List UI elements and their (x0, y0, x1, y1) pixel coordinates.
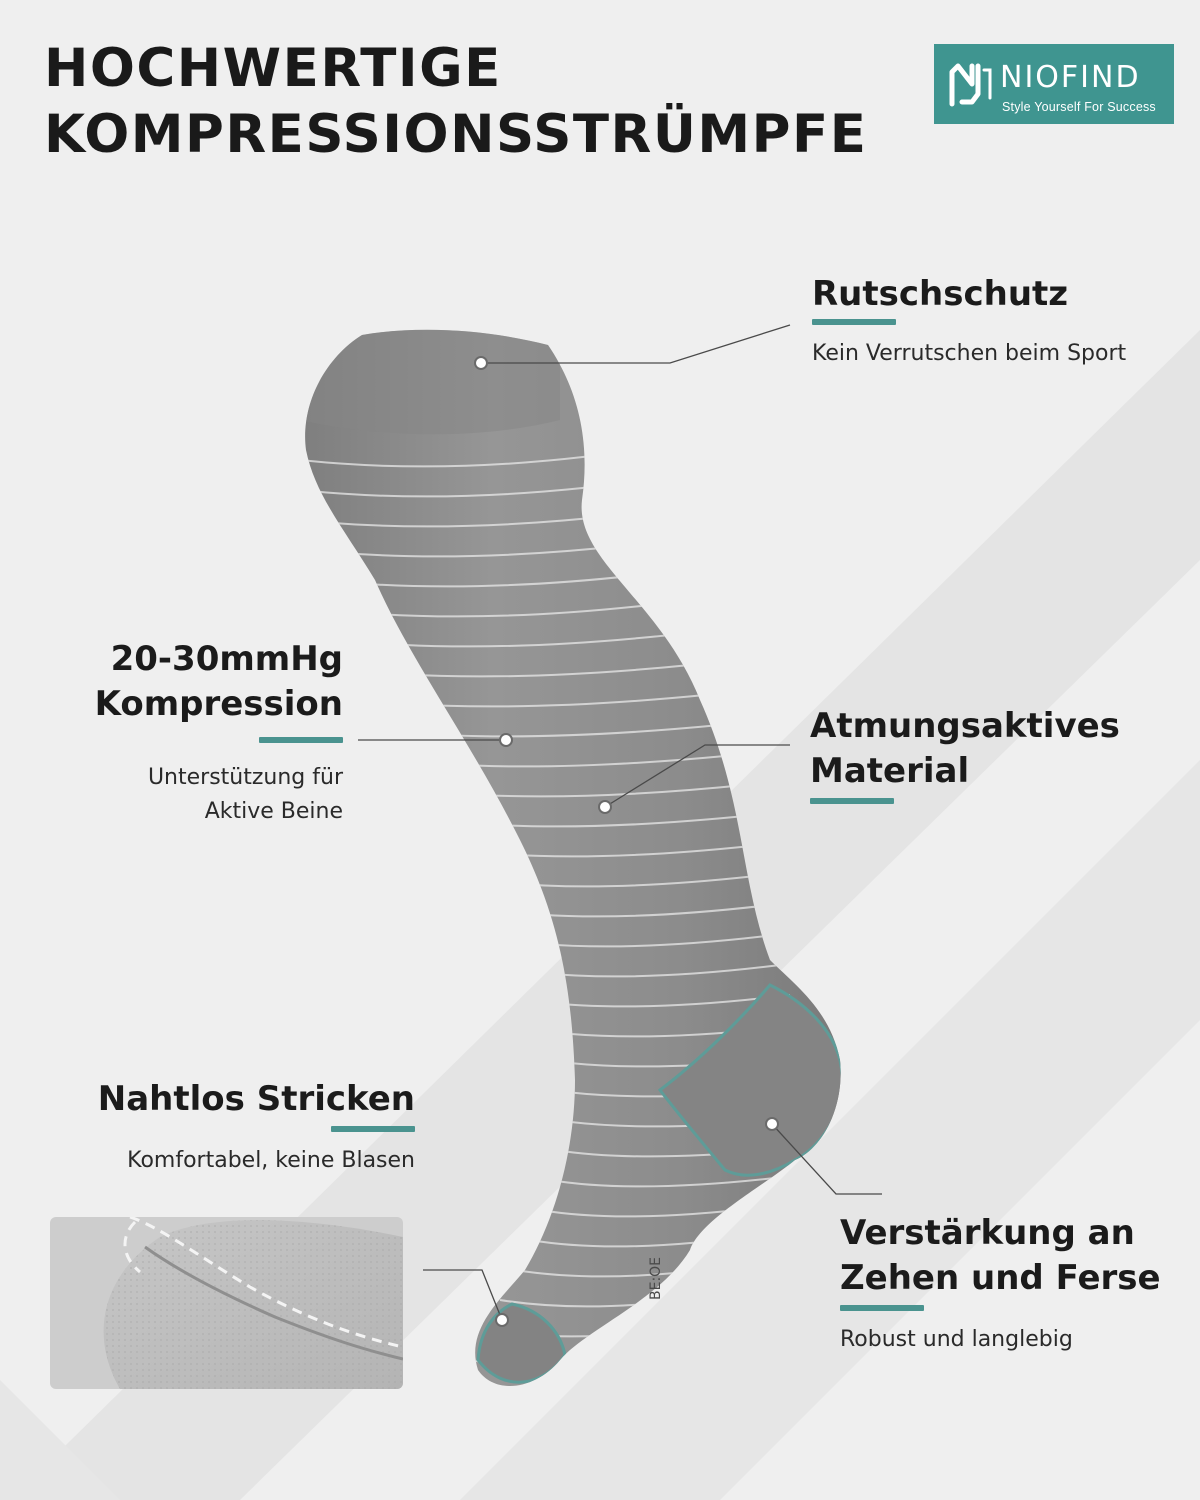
feature-title: 20-30mmHg Kompression (94, 639, 343, 724)
feature-title: Atmungsaktives Material (810, 706, 1120, 791)
accent-bar (331, 1126, 415, 1132)
brand-name: NIOFIND (1000, 60, 1141, 95)
feature-nahtlos (40, 1077, 415, 1178)
feature-kompression (40, 637, 343, 829)
page-title: HOCHWERTIGE KOMPRESSIONSSTRÜMPFE (44, 38, 868, 165)
accent-bar (810, 798, 894, 804)
feature-material (810, 704, 1190, 804)
brand-slogan: Style Yourself For Success (1002, 100, 1156, 114)
sock-print: BE:OE (648, 1256, 664, 1300)
accent-bar (812, 319, 896, 325)
feature-description: Robust und langlebig (840, 1327, 1073, 1352)
accent-bar (840, 1305, 924, 1311)
feature-title: Verstärkung an Zehen und Ferse (840, 1213, 1161, 1298)
accent-bar (259, 737, 343, 743)
feature-description: Komfortabel, keine Blasen (127, 1148, 415, 1173)
feature-verstaerkung (840, 1211, 1195, 1357)
feature-title: Rutschschutz (812, 274, 1069, 314)
feature-title: Nahtlos Stricken (97, 1079, 415, 1119)
feature-rutschschutz (812, 272, 1192, 371)
feature-description: Kein Verrutschen beim Sport (812, 341, 1127, 366)
feature-description: Unterstützung für Aktive Beine (147, 765, 343, 824)
